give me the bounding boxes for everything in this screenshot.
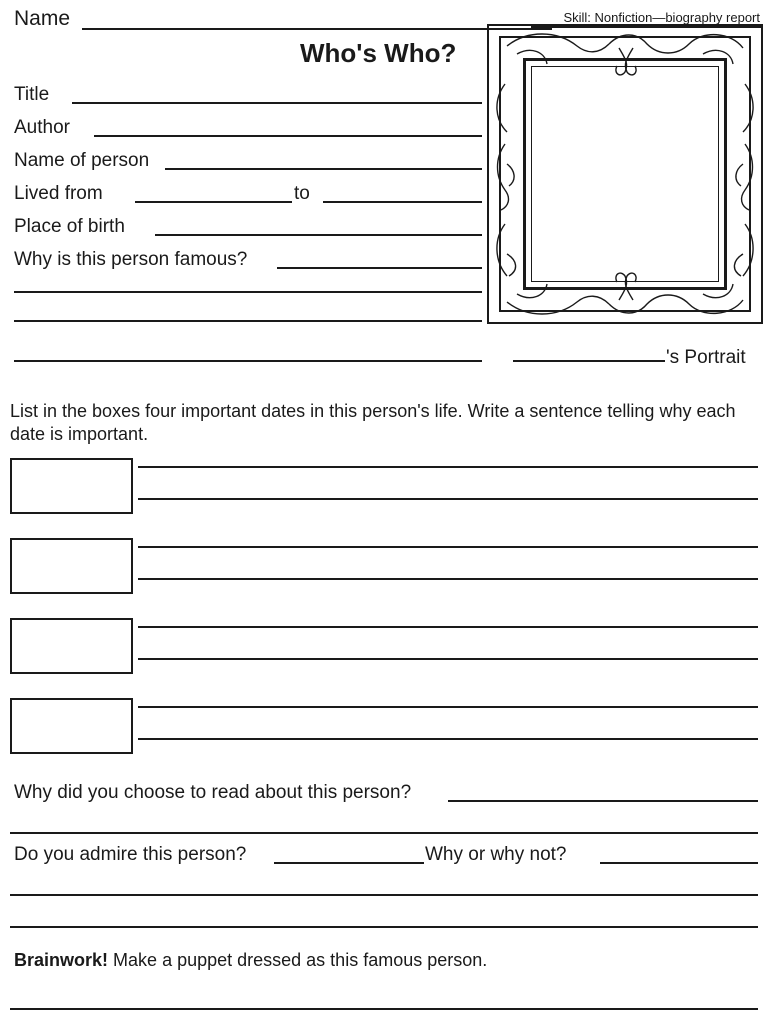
title-field-label: Title [14, 84, 50, 105]
date-sentence-line[interactable] [138, 658, 758, 660]
answer-line[interactable] [10, 894, 758, 896]
date-box[interactable] [10, 698, 133, 754]
date-sentence-line[interactable] [138, 546, 758, 548]
why-famous-field-line-2[interactable] [14, 291, 482, 293]
lived-to-field-label: to [294, 183, 310, 204]
question-choose-label: Why did you choose to read about this person? [14, 782, 412, 803]
date-sentence-line[interactable] [138, 466, 758, 468]
question-choose-line-1[interactable] [448, 800, 758, 802]
name-field-label: Name [14, 7, 71, 30]
dates-instructions: List in the boxes four important dates in this person's life. Write a sentence telling why each date is important. [10, 401, 736, 444]
author-field-label: Author [14, 117, 70, 138]
date-box[interactable] [10, 458, 133, 514]
brainwork-section [14, 950, 487, 971]
why-famous-field-line-1[interactable] [277, 267, 482, 269]
question-admire-line[interactable] [274, 862, 424, 864]
portrait-frame-ornament-icon [487, 24, 763, 324]
name-field-line[interactable] [82, 28, 552, 30]
question-whyornot-label: Why or why not? [425, 844, 567, 865]
question-whyornot-line[interactable] [600, 862, 758, 864]
name-of-person-field-line[interactable] [165, 168, 482, 170]
brainwork-text: Make a puppet dressed as this famous person. [113, 950, 488, 970]
skill-note: Skill: Nonfiction—biography report [563, 10, 760, 25]
page-bottom-rule [10, 1008, 758, 1010]
question-admire-label: Do you admire this person? [14, 844, 247, 865]
portrait-caption-line[interactable] [513, 360, 665, 362]
portrait-frame [487, 24, 763, 324]
date-sentence-line[interactable] [138, 578, 758, 580]
date-box[interactable] [10, 538, 133, 594]
place-of-birth-field-label: Place of birth [14, 216, 125, 237]
lived-to-field-line[interactable] [323, 201, 482, 203]
date-sentence-line[interactable] [138, 626, 758, 628]
answer-line[interactable] [10, 926, 758, 928]
date-sentence-line[interactable] [138, 498, 758, 500]
date-box[interactable] [10, 618, 133, 674]
brainwork-label: Brainwork! [14, 950, 109, 970]
portrait-caption: 's Portrait [666, 347, 746, 368]
author-field-line[interactable] [94, 135, 482, 137]
title-field-line[interactable] [72, 102, 482, 104]
name-of-person-field-label: Name of person [14, 150, 150, 171]
why-famous-field-line-3[interactable] [14, 320, 482, 322]
page-title: Who's Who? [300, 38, 457, 68]
date-sentence-line[interactable] [138, 738, 758, 740]
lived-from-field-line[interactable] [135, 201, 292, 203]
date-sentence-line[interactable] [138, 706, 758, 708]
place-of-birth-field-line[interactable] [155, 234, 482, 236]
why-famous-field-line-4[interactable] [14, 360, 482, 362]
why-famous-field-label: Why is this person famous? [14, 249, 248, 270]
lived-from-field-label: Lived from [14, 183, 103, 204]
question-choose-line-2[interactable] [10, 832, 758, 834]
